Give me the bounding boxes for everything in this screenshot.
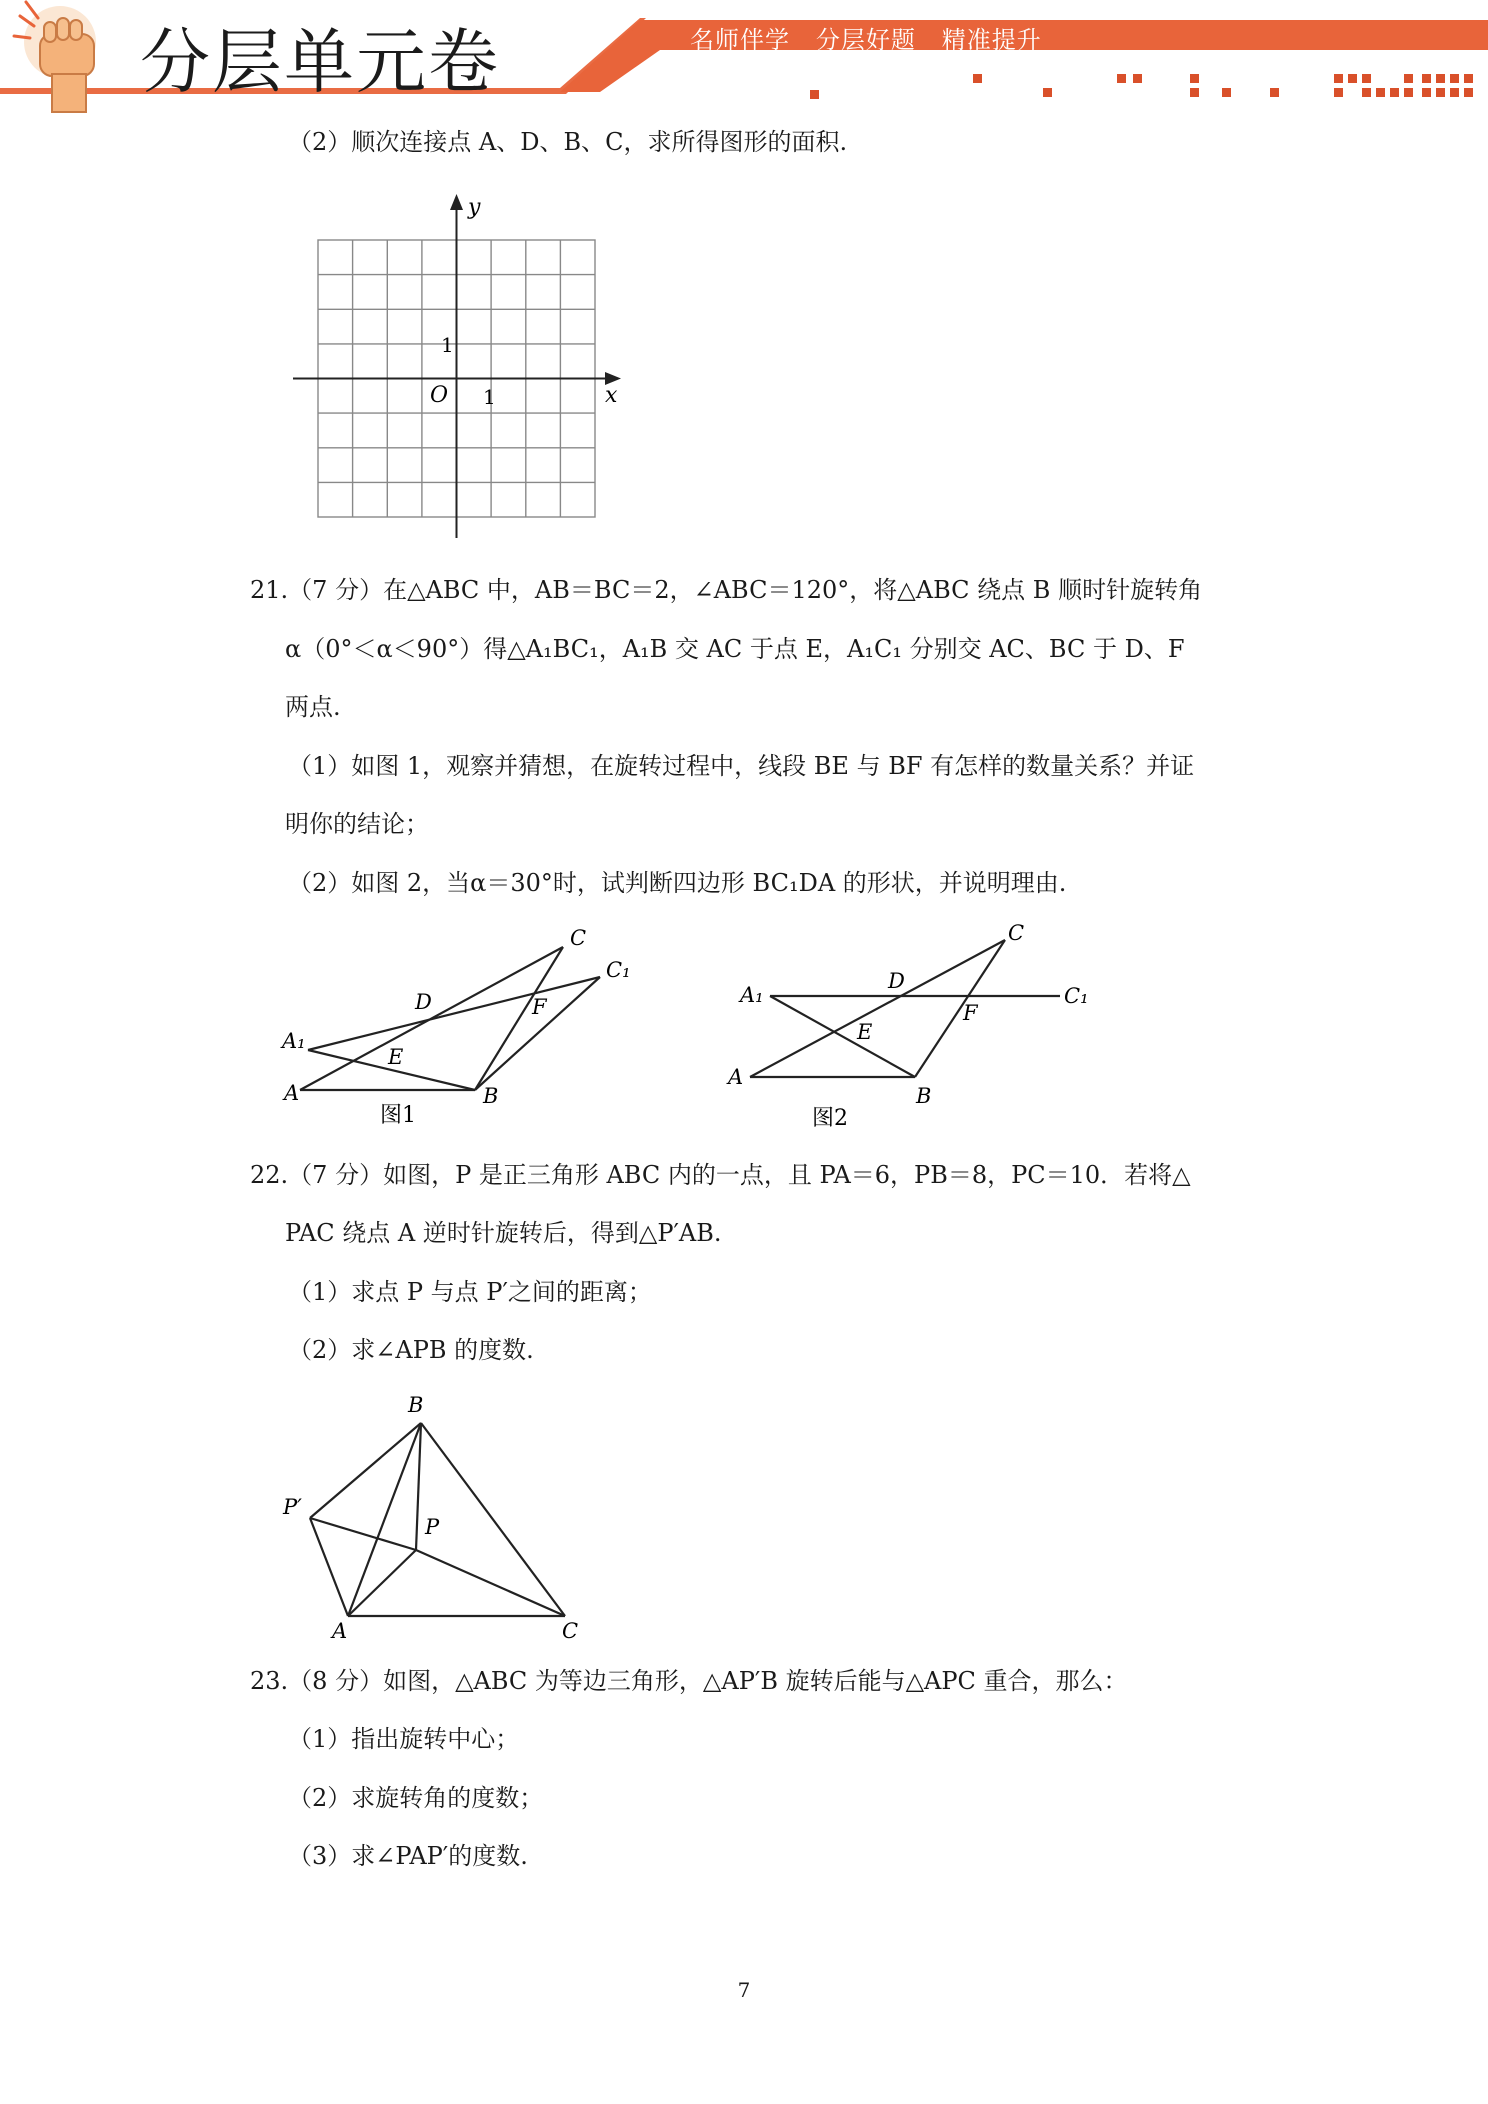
fig2-label-d: D <box>888 969 905 993</box>
fig2-label-f: F <box>963 1001 978 1025</box>
q22-part1: （1）求点 P 与点 P′之间的距离； <box>288 1278 652 1306</box>
origin-label: O <box>430 383 449 408</box>
figure-2 <box>720 920 1100 1135</box>
q22-stem-line2: PAC 绕点 A 逆时针旋转后，得到△P′AB. <box>285 1219 722 1247</box>
q23-part3: （3）求∠PAP′的度数. <box>288 1842 528 1870</box>
q23-stem: 23.（8 分）如图，△ABC 为等边三角形，△AP′B 旋转后能与△APC 重合，那么： <box>250 1667 1128 1695</box>
q21-part2: （2）如图 2，当α＝30°时，试判断四边形 BC₁DA 的形状，并说明理由. <box>288 869 1067 897</box>
fig2-label-a: A <box>728 1065 744 1089</box>
figure-1 <box>280 920 650 1135</box>
fig2-label-a1: A₁ <box>740 983 764 1007</box>
q21-part1-line2: 明你的结论； <box>285 810 429 838</box>
fig1-label-a1: A₁ <box>282 1029 306 1053</box>
page-number: 7 <box>737 1978 751 2002</box>
x-axis-label: x <box>605 383 618 408</box>
fig1-label-a: A <box>284 1081 300 1105</box>
header-slogan: 名师伴学 分层好题 精准提升 <box>690 26 1042 54</box>
q21-stem-line2: α（0°＜α＜90°）得△A₁BC₁，A₁B 交 AC 于点 E，A₁C₁ 分别交 AC、BC 于 D、F <box>285 635 1185 663</box>
axes <box>293 194 621 538</box>
fig3-label-c: C <box>562 1619 579 1643</box>
y-axis-label: y <box>468 195 481 220</box>
fig3-label-a: A <box>332 1619 348 1643</box>
fig3-label-p-prime: P′ <box>283 1495 302 1519</box>
fig1-label-c1: C₁ <box>606 958 631 982</box>
y-tick-label: 1 <box>441 333 454 357</box>
fig2-caption: 图2 <box>812 1106 848 1131</box>
decorative-squares <box>810 74 1473 99</box>
fig1-label-f: F <box>532 995 547 1019</box>
fig2-label-c: C <box>1008 921 1025 945</box>
figure-3 <box>280 1388 600 1643</box>
fig3-label-b: B <box>408 1393 424 1417</box>
coordinate-grid-figure <box>285 190 625 550</box>
fig2-label-b: B <box>916 1084 932 1108</box>
fig1-label-b: B <box>483 1084 499 1108</box>
q21-stem-line1: 21.（7 分）在△ABC 中，AB＝BC＝2，∠ABC＝120°，将△ABC 绕点 B 顺时针旋转角 <box>250 576 1203 604</box>
q23-part1: （1）指出旋转中心； <box>288 1725 520 1753</box>
q22-part2: （2）求∠APB 的度数. <box>288 1336 534 1364</box>
fist-logo <box>14 2 96 112</box>
x-tick-label: 1 <box>483 385 496 409</box>
fig2-label-c1: C₁ <box>1064 984 1089 1008</box>
q22-stem-line1: 22.（7 分）如图，P 是正三角形 ABC 内的一点，且 PA＝6，PB＝8，PC＝10．若将△ <box>250 1161 1191 1189</box>
fig3-label-p: P <box>425 1515 440 1539</box>
q23-part2: （2）求旋转角的度数； <box>288 1784 544 1812</box>
q21-part1-line1: （1）如图 1，观察并猜想，在旋转过程中，线段 BE 与 BF 有怎样的数量关系？并证 <box>288 752 1195 780</box>
brand-title: 分层单元卷 <box>140 21 500 103</box>
page-header <box>0 0 1488 115</box>
fig2-label-e: E <box>857 1020 873 1044</box>
q20-part2: （2）顺次连接点 A、D、B、C，求所得图形的面积. <box>288 128 848 156</box>
fig1-caption: 图1 <box>380 1103 416 1128</box>
fig1-label-c: C <box>570 926 587 950</box>
q21-stem-line3: 两点. <box>285 693 341 721</box>
fig1-label-e: E <box>388 1045 404 1069</box>
fig1-label-d: D <box>415 990 432 1014</box>
